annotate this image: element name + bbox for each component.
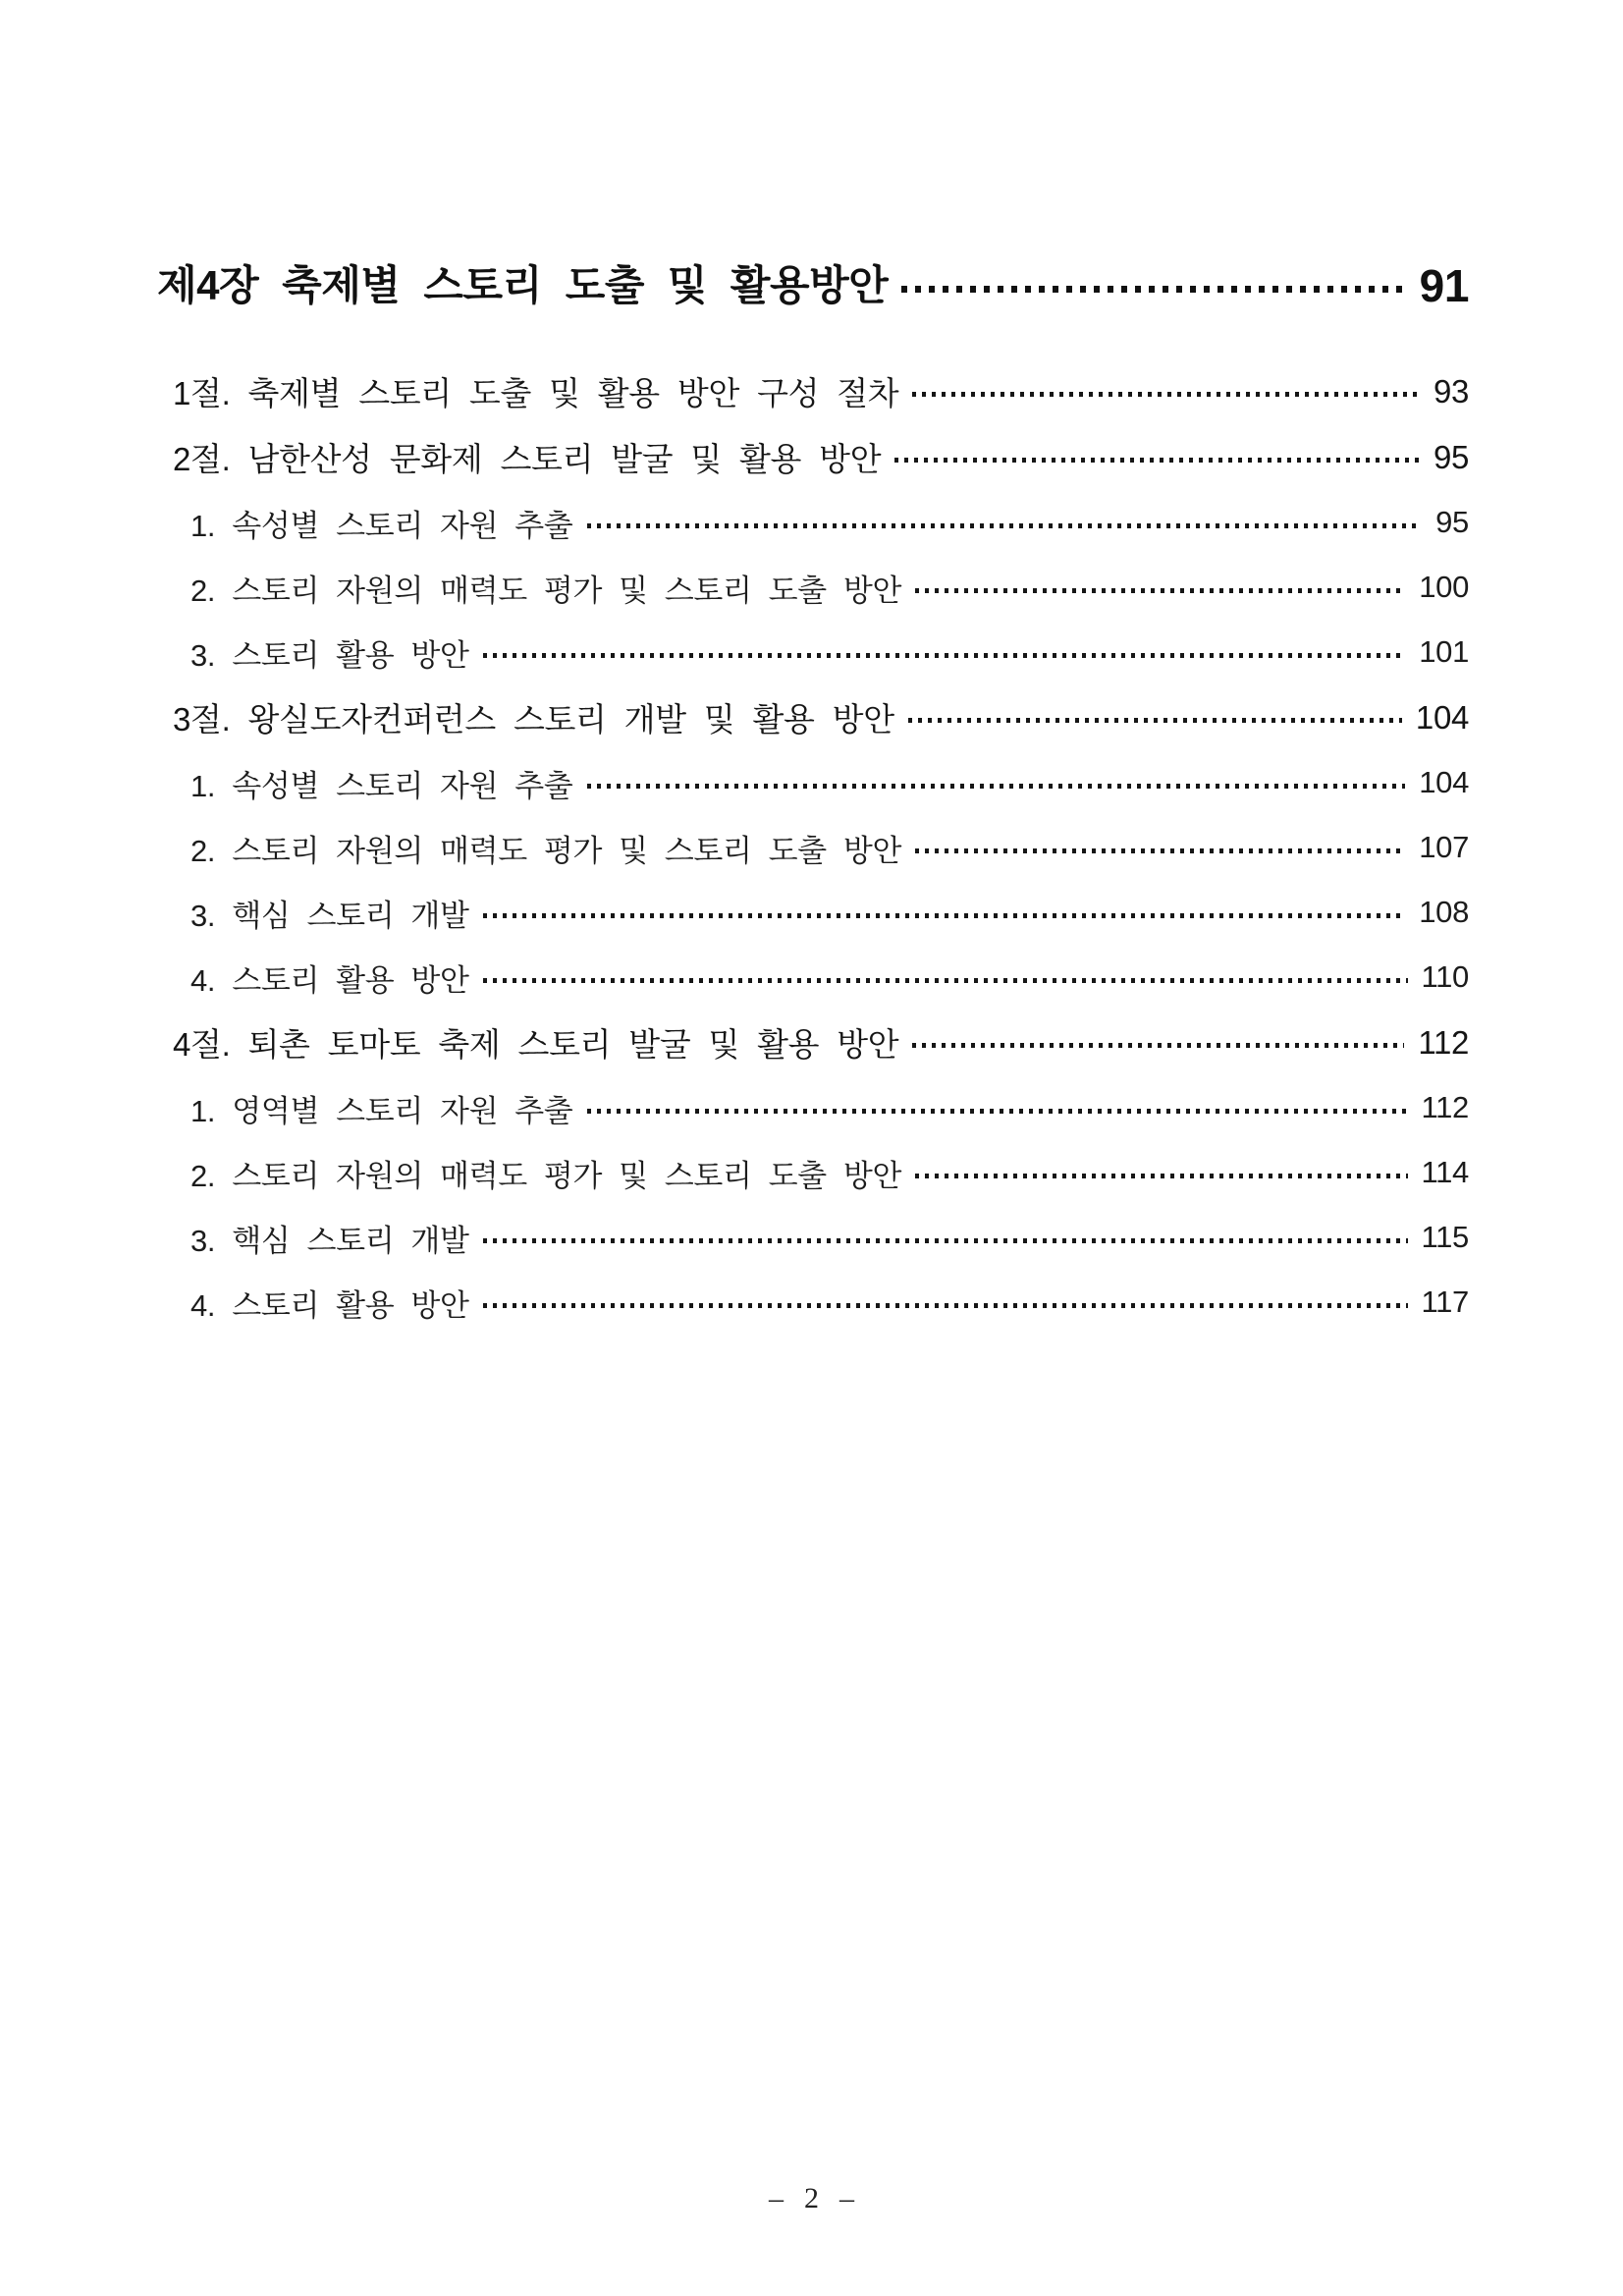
toc-chapter-label: 제4장 축제별 스토리 도출 및 활용방안 [157, 262, 889, 308]
toc-entry-label: 1. 영역별 스토리 자원 추출 [190, 1093, 573, 1128]
toc-entry-label: 2. 스토리 자원의 매력도 평가 및 스토리 도출 방안 [190, 833, 902, 868]
toc-entry-label: 4. 스토리 활용 방안 [190, 1287, 469, 1323]
dot-leader [901, 286, 1401, 293]
toc-entry-label: 4. 스토리 활용 방안 [190, 962, 469, 998]
dot-leader [587, 784, 1406, 789]
toc-entry-row [157, 555, 1469, 620]
dot-leader [587, 1109, 1408, 1114]
toc-entry-page: 101 [1419, 634, 1469, 669]
dot-leader [483, 978, 1408, 983]
dot-leader [483, 1303, 1408, 1308]
toc-entry-page: 100 [1419, 570, 1469, 604]
toc-entry-row [157, 880, 1469, 945]
toc-entry-label: 3. 핵심 스토리 개발 [190, 898, 469, 933]
toc-entry-page: 104 [1419, 765, 1469, 799]
toc-entry-row [157, 620, 1469, 684]
toc-entry-row [157, 490, 1469, 555]
toc-entry-row [157, 1205, 1469, 1270]
toc-entry-row [157, 1140, 1469, 1205]
dot-leader [915, 588, 1405, 593]
toc-entry-row [157, 815, 1469, 880]
toc-entry-row [157, 1010, 1469, 1075]
toc-entry-label: 2절. 남한산성 문화제 스토리 발굴 및 활용 방안 [173, 441, 882, 477]
toc-entry-row [157, 1075, 1469, 1140]
footer-page-number: – 2 – [769, 2182, 854, 2214]
toc-entry-page: 95 [1433, 438, 1469, 475]
toc-entry-page: 117 [1421, 1285, 1469, 1319]
toc-entry-row [157, 1270, 1469, 1335]
dot-leader [483, 1238, 1408, 1243]
toc-entry-label: 3절. 왕실도자컨퍼런스 스토리 개발 및 활용 방안 [173, 701, 894, 738]
toc-entry-row [157, 750, 1469, 815]
toc-list [157, 358, 1469, 1335]
dot-leader [912, 392, 1420, 397]
dot-leader [483, 653, 1406, 658]
toc-entry-page: 108 [1419, 895, 1469, 929]
toc-entry-label: 4절. 퇴촌 토마토 축제 스토리 발굴 및 활용 방안 [173, 1026, 899, 1063]
dot-leader [912, 1043, 1404, 1048]
toc-entry-row [157, 684, 1469, 750]
toc-entry-page: 112 [1421, 1090, 1469, 1124]
toc-entry-page: 114 [1421, 1155, 1469, 1189]
toc-entry-page: 93 [1433, 372, 1469, 410]
dot-leader [894, 458, 1420, 463]
dot-leader [915, 848, 1405, 853]
dot-leader [587, 523, 1423, 528]
toc-entry-page: 107 [1419, 830, 1469, 864]
toc-entry-page: 110 [1421, 959, 1469, 994]
page-footer [0, 2182, 1623, 2215]
toc-entry-row [157, 424, 1469, 490]
toc-chapter-row [157, 257, 1469, 314]
toc-entry-page: 95 [1435, 505, 1469, 539]
toc-entry-label: 2. 스토리 자원의 매력도 평가 및 스토리 도출 방안 [190, 573, 902, 608]
toc-entry-label: 1. 속성별 스토리 자원 추출 [190, 768, 573, 803]
toc-entry-page: 104 [1415, 698, 1469, 736]
toc-entry-row [157, 358, 1469, 424]
toc-entry-row [157, 945, 1469, 1010]
toc-entry-page: 115 [1421, 1220, 1469, 1254]
toc-entry-page: 112 [1418, 1023, 1469, 1061]
table-of-contents [157, 257, 1469, 1335]
toc-entry-label: 1절. 축제별 스토리 도출 및 활용 방안 구성 절차 [173, 375, 899, 411]
toc-entry-label: 1. 속성별 스토리 자원 추출 [190, 508, 573, 543]
dot-leader [483, 913, 1406, 918]
toc-entry-label: 3. 핵심 스토리 개발 [190, 1223, 469, 1258]
dot-leader [915, 1174, 1407, 1178]
toc-entry-label: 2. 스토리 자원의 매력도 평가 및 스토리 도출 방안 [190, 1158, 902, 1193]
toc-entry-label: 3. 스토리 활용 방안 [190, 637, 469, 673]
dot-leader [908, 718, 1402, 723]
toc-chapter-page: 91 [1419, 260, 1469, 311]
